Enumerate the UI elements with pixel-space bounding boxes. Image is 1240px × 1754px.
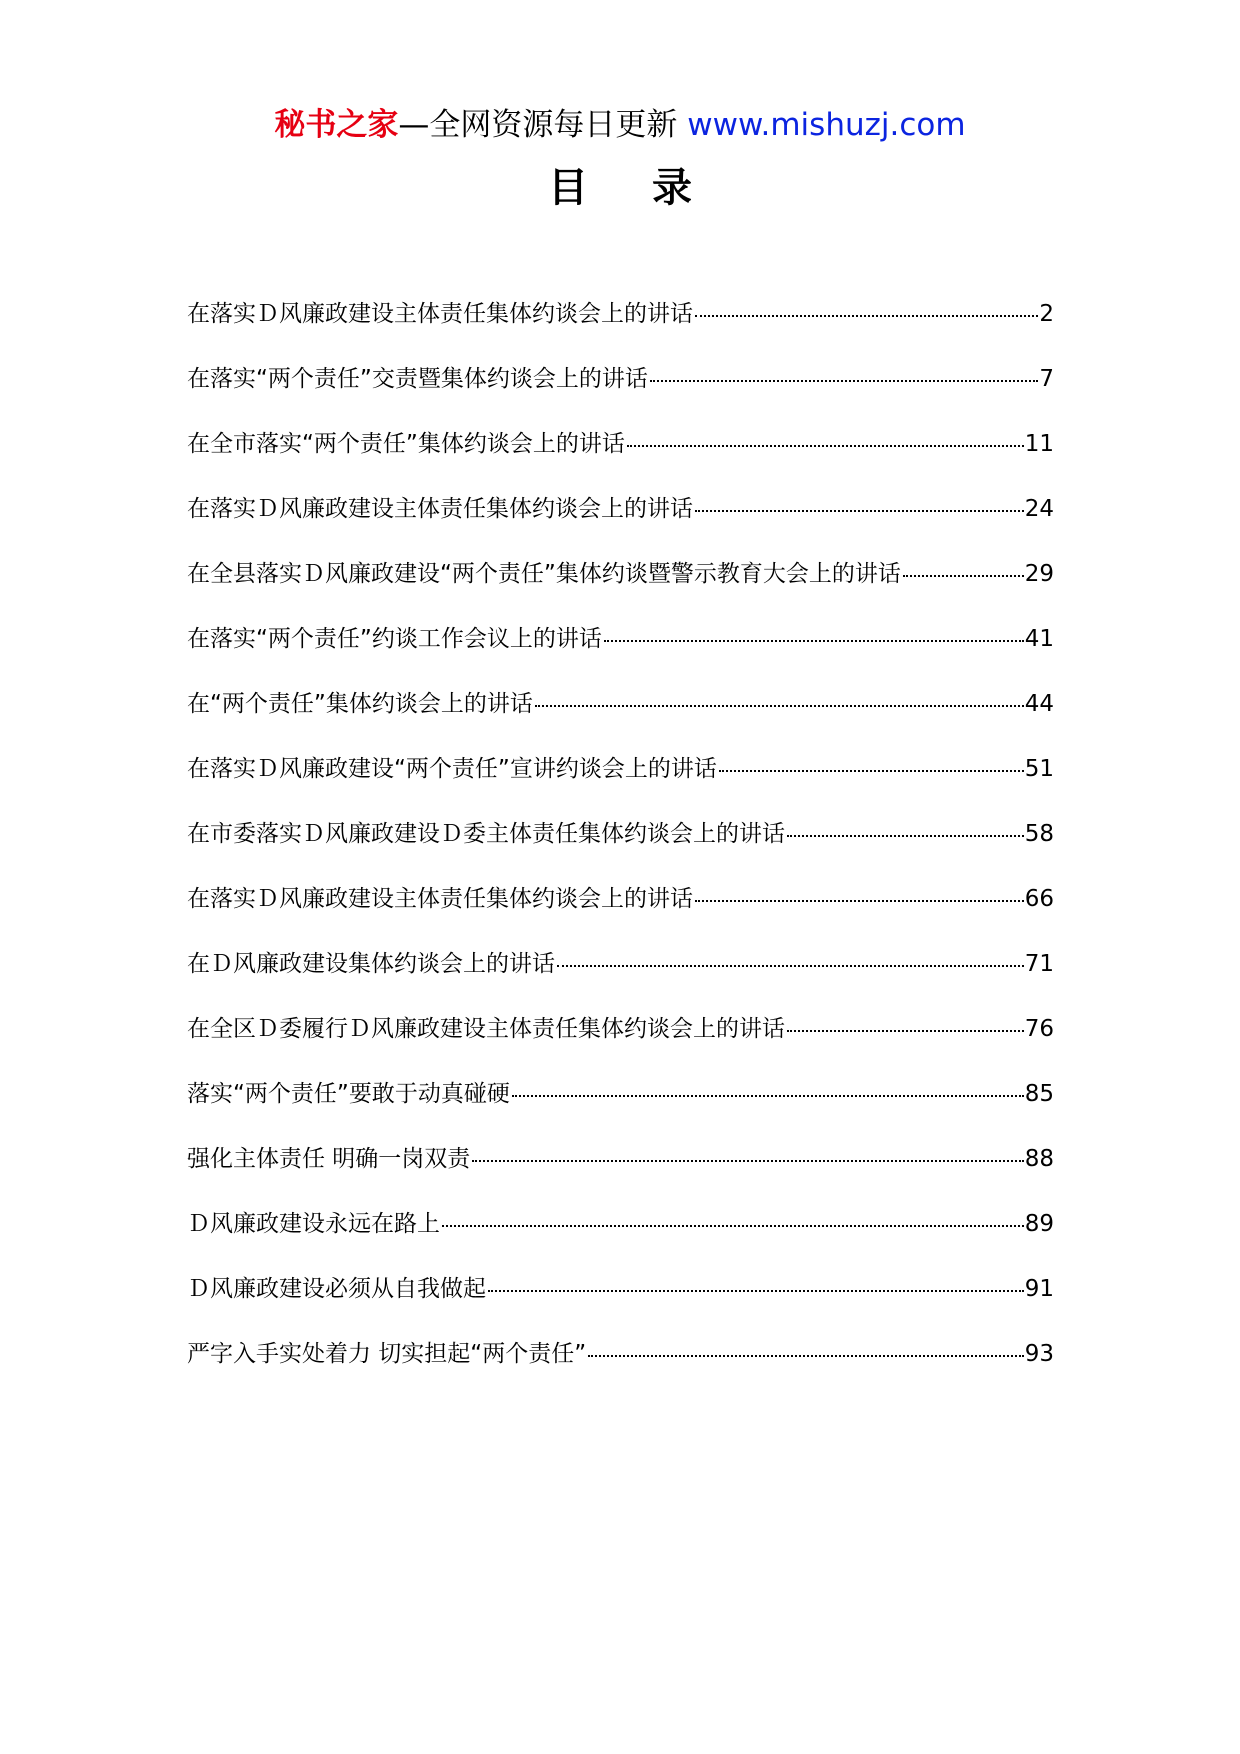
dot-leader: [787, 1030, 1024, 1032]
toc-entry-page: 51: [1024, 756, 1054, 782]
toc-entry-title: 严字入手实处着力 切实担起“两个责任”: [187, 1341, 587, 1367]
brand-name: 秘书之家: [274, 107, 399, 143]
toc-entry-page: 91: [1024, 1276, 1054, 1302]
toc-entry[interactable]: [187, 298, 1054, 363]
dot-leader: [627, 445, 1024, 447]
dot-leader: [472, 1160, 1023, 1162]
toc-entry[interactable]: [187, 428, 1054, 493]
toc-entry-page: 41: [1024, 626, 1054, 652]
dot-leader: [535, 705, 1024, 707]
toc-entry[interactable]: [187, 558, 1054, 623]
dot-leader: [512, 1095, 1024, 1097]
toc-entry[interactable]: [187, 1143, 1054, 1208]
dot-leader: [719, 770, 1024, 772]
toc-entry-page: 24: [1024, 496, 1054, 522]
toc-entry-title: 在全市落实“两个责任”集体约谈会上的讲话: [187, 431, 625, 457]
toc-entry-title: 在全区Ｄ委履行Ｄ风廉政建设主体责任集体约谈会上的讲话: [187, 1016, 785, 1042]
dot-leader: [442, 1225, 1024, 1227]
toc-entry-page: 76: [1024, 1016, 1054, 1042]
toc-entry[interactable]: [187, 1338, 1054, 1403]
table-of-contents: [187, 298, 1054, 1403]
toc-entry-page: 7: [1039, 366, 1054, 392]
toc-entry-page: 85: [1024, 1081, 1054, 1107]
toc-entry-title: 在Ｄ风廉政建设集体约谈会上的讲话: [187, 951, 555, 977]
toc-entry-title: 在落实Ｄ风廉政建设主体责任集体约谈会上的讲话: [187, 886, 693, 912]
toc-entry-page: 11: [1024, 431, 1054, 457]
toc-entry-title: 在全县落实Ｄ风廉政建设“两个责任”集体约谈暨警示教育大会上的讲话: [187, 561, 901, 587]
toc-entry[interactable]: [187, 948, 1054, 1013]
toc-entry-page: 89: [1024, 1211, 1054, 1237]
dot-leader: [787, 835, 1024, 837]
dot-leader: [903, 575, 1024, 577]
toc-entry-title: 在落实Ｄ风廉政建设主体责任集体约谈会上的讲话: [187, 496, 693, 522]
toc-entry-title: 在落实“两个责任”约谈工作会议上的讲话: [187, 626, 602, 652]
dot-leader: [604, 640, 1024, 642]
toc-entry-page: 2: [1039, 301, 1054, 327]
toc-entry[interactable]: [187, 753, 1054, 818]
dot-leader: [557, 965, 1024, 967]
toc-entry-title: 在落实Ｄ风廉政建设主体责任集体约谈会上的讲话: [187, 301, 693, 327]
toc-entry[interactable]: [187, 623, 1054, 688]
site-banner: [0, 100, 1240, 150]
dot-leader: [695, 510, 1024, 512]
toc-entry[interactable]: [187, 493, 1054, 558]
toc-entry-page: 88: [1024, 1146, 1054, 1172]
dot-leader: [695, 315, 1038, 317]
toc-entry[interactable]: [187, 1078, 1054, 1143]
toc-entry[interactable]: [187, 1208, 1054, 1273]
toc-entry-title: Ｄ风廉政建设必须从自我做起: [187, 1276, 486, 1302]
toc-entry-title: 在市委落实Ｄ风廉政建设Ｄ委主体责任集体约谈会上的讲话: [187, 821, 785, 847]
toc-entry-page: 71: [1024, 951, 1054, 977]
toc-entry[interactable]: [187, 818, 1054, 883]
toc-entry-page: 44: [1024, 691, 1054, 717]
toc-entry-page: 29: [1024, 561, 1054, 587]
toc-entry-title: 落实“两个责任”要敢于动真碰硬: [187, 1081, 510, 1107]
toc-entry[interactable]: [187, 363, 1054, 428]
banner-tagline: —全网资源每日更新: [398, 107, 688, 143]
toc-entry[interactable]: [187, 1273, 1054, 1338]
dot-leader: [488, 1290, 1024, 1292]
toc-entry-title: Ｄ风廉政建设永远在路上: [187, 1211, 440, 1237]
toc-entry-title: 在落实“两个责任”交责暨集体约谈会上的讲话: [187, 366, 648, 392]
dot-leader: [650, 380, 1039, 382]
toc-entry[interactable]: [187, 1013, 1054, 1078]
toc-entry-page: 58: [1024, 821, 1054, 847]
toc-entry-title: 强化主体责任 明确一岗双责: [187, 1146, 471, 1172]
toc-entry-title: 在落实Ｄ风廉政建设“两个责任”宣讲约谈会上的讲话: [187, 756, 717, 782]
toc-entry[interactable]: [187, 883, 1054, 948]
toc-entry-title: 在“两个责任”集体约谈会上的讲话: [187, 691, 533, 717]
dot-leader: [588, 1355, 1024, 1357]
toc-entry-page: 66: [1024, 886, 1054, 912]
dot-leader: [695, 900, 1024, 902]
site-url-link[interactable]: www.mishuzj.com: [687, 107, 966, 143]
toc-entry[interactable]: [187, 688, 1054, 753]
toc-entry-page: 93: [1024, 1341, 1054, 1367]
page-title: 目录: [548, 164, 756, 211]
